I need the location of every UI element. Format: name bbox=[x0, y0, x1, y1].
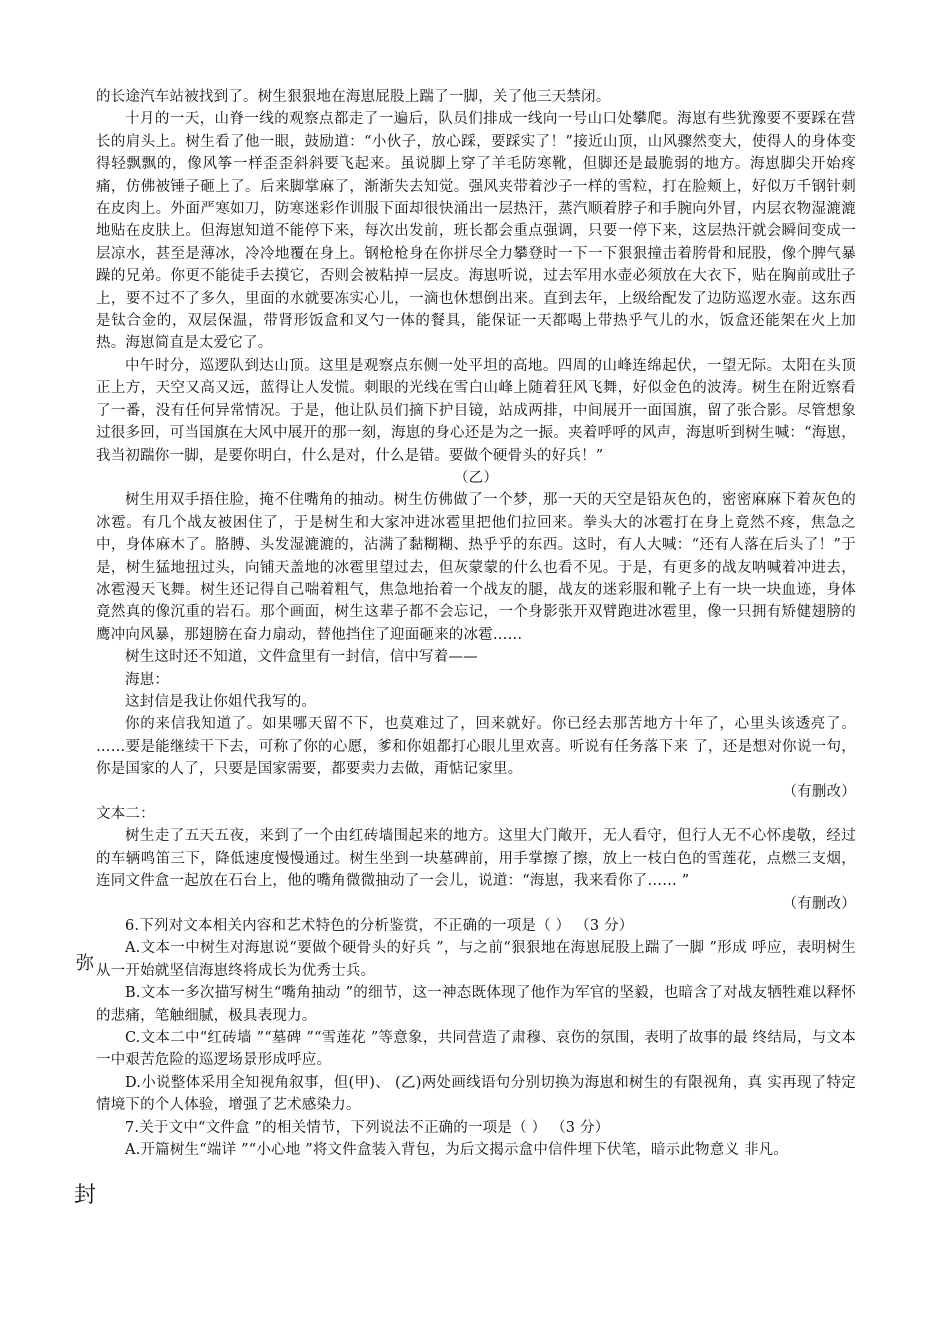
margin-character: 弥 bbox=[76, 953, 94, 974]
letter-salutation: 海崽： bbox=[125, 671, 170, 688]
document-body bbox=[96, 86, 856, 1162]
paragraph-yi-dream: 树生用双手捂住脸，掩不住嘴角的抽动。树生仿佛做了一个梦，那一天的天空是铅灰色的，密密麻麻下着灰色的冰雹。有几个战友被困住了，于是树生和大家冲进冰雹里把他们拉回来。拳头大的冰雹打在身上竟然不疼，焦急之中，身体麻木了。胳膊、头发湿漉漉的，沾满了黏糊糊、热乎乎的东西。这时，有人大喊：“还有人落在后头了！”于是，树生猛地扭过头，向铺天盖地的冰雹里望过去，但灰蒙蒙的什么也看不见。于是，有更多的战友呐喊着冲进去，冰雹漫天飞舞。树生还记得自己喘着粗气，焦急地抬着一个战友的腿，战友的迷彩服和靴子上有一块一块血迹，身体竟然真的像沉重的岩石。那个画面，树生这辈子都不会忘记，一个身影张开双臂跑进冰雹里，像一只拥有矫健翅膀的鹰冲向风暴，那翅膀在奋力扇动，替他挡住了迎面砸来的冰雹…… bbox=[96, 492, 856, 643]
paragraph-noon: 中午时分，巡逻队到达山顶。这里是观察点东侧一处平坦的高地。四周的山峰连绵起伏，一望无际。太阳在头顶正上方，天空又高又远，蓝得让人发慌。刺眼的光线在雪白山峰上随着狂风飞舞，好似金色的波涛。树生在附近察看了一番，没有任何异常情况。于是，他让队员们摘下护目镜，站成两排，中间展开一面国旗，留了张合影。尽管想象过很多回，可当国旗在大风中展开的那一刻，海崽的身心还是为之一振。夹着呼呼的风声，海崽听到树生喊：“海崽，我当初踹你一脚，是要你明白，什么是对，什么是错。要做个硬骨头的好兵！” bbox=[96, 357, 856, 464]
section-heading-yi: （乙） bbox=[453, 469, 499, 486]
question-7: 7.关于文中“文件盒 ”的相关情节，下列说法不正确的一项是（ ） （3 分） bbox=[125, 1119, 610, 1136]
revision-note-2: （有删改） bbox=[782, 895, 856, 912]
paragraph-october: 十月的一天，山脊一线的观察点都走了一遍后，队员们排成一线向一号山口处攀爬。海崽有些犹豫要不要踩在营长的肩头上。树生看了他一眼，鼓励道：“小伙子，放心踩，要踩实了！”接近山顶，山风骤然变大，使得人的身体变得轻飘飘的，像风筝一样歪歪斜斜要飞起来。虽说脚上穿了羊毛防寒靴，但脚还是最脆弱的地方。海崽脚尖开始疼痛，仿佛被锤子砸上了。后来脚掌麻了，渐渐失去知觉。强风夹带着沙子一样的雪粒，打在脸颊上，好似万千钢针刺在皮肉上。外面严寒如刀，防寒迷彩作训服下面却很快涌出一层热汗，蒸汽顺着脖子和手腕向外冒，内层衣物湿漉漉地贴在皮肤上。但海崽知道不能停下来，每次出发前，班长都会重点强调，只要一停下来，这层热汗就会瞬间变成一层凉水，甚至是薄冰，冷冷地覆在身上。钢枪枪身在你拼尽全力攀登时一下一下狠狠撞击着胯骨和屁股，像个脾气暴躁的兄弟。你更不能徒手去摸它，否则会被粘掉一层皮。海崽听说，过去军用水壶必须放在大衣下，贴在胸前或肚子上，要不过不了多久，里面的水就要冻实心儿，一滴也休想倒出来。直到去年，上级给配发了边防巡逻水壶。这东西是钛合金的，双层保温，带肾形饭盒和叉勺一体的餐具，能保证一天都喝上带热乎气儿的水，饭盒还能架在火上加热。海崽简直是太爱它了。 bbox=[96, 111, 856, 352]
revision-note-1: （有删改） bbox=[782, 783, 856, 800]
question-7-option-a: A.开篇树生“端详 ”“小心地 ”将文件盒装入背包，为后文揭示盒中信件埋下伏笔，暗示此物意义 非凡。 bbox=[125, 1142, 789, 1159]
question-6-option-b: B.文本一多次描写树生“嘴角抽动 ”的细节，这一神态既体现了他作为军官的坚毅，也暗含了对战友牺牲难以释怀的悲痛，笔触细腻，极具表现力。 bbox=[96, 985, 856, 1024]
letter-line-1: 这封信是我让你姐代我写的。 bbox=[125, 693, 317, 710]
paragraph-text2: 树生走了五天五夜，来到了一个由红砖墙围起来的地方。这里大门敞开，无人看守，但行人无不心怀虔敬，经过的车辆鸣笛三下，降低速度慢慢通过。树生坐到一块墓碑前，用手掌擦了擦，放上一枝白色的雪莲花，点燃三支烟，连同文件盒一起放在石台上，他的嘴角微微抽动了一会儿，说道：“海崽，我来看你了…… ” bbox=[96, 828, 856, 890]
binding-line-seal-character: 封 bbox=[74, 1183, 97, 1208]
letter-line-2: 你的来信我知道了。如果哪天留不下，也莫难过了，回来就好。你已经去那苦地方十年了，心里头该透亮了。 ……要是能继续干下去，可称了你的心愿，爹和你姐都打心眼儿里欢喜。听说有任务落下来 了，还是想对你说一句，你是国家的人了，只要是国家需要，都要卖力去做，甭惦记家里。 bbox=[96, 716, 856, 778]
question-6-option-d: D.小说整体采用全知视角叙事，但(甲)、 (乙)两处画线语句分别切换为海崽和树生的有限视角，真 实再现了特定情境下的个人体验，增强了艺术感染力。 bbox=[96, 1074, 856, 1114]
paragraph-letter-intro: 树生这时还不知道，文件盒里有一封信，信中写着—— bbox=[125, 649, 478, 666]
question-6: 6.下列对文本相关内容和艺术特色的分析鉴赏，不正确的一项是（ ） （3 分） bbox=[125, 918, 634, 935]
question-6-option-a: A.文本一中树生对海崽说“要做个硬骨头的好兵 ”，与之前“狠狠地在海崽屁股上踹了一脚 ”形成 呼应，表明树生从一开始就坚信海崽终将成长为优秀士兵。 bbox=[96, 940, 856, 979]
question-6-option-c: C.文本二中“红砖墙 ”“墓碑 ”“雪莲花 ”等意象，共同营造了肃穆、哀伤的氛围，表明了故事的最 终结局，与文本一中艰苦危险的巡逻场景形成呼应。 bbox=[96, 1030, 856, 1069]
text2-label: 文本二： bbox=[96, 806, 155, 822]
text1-continued-paragraph: 的长途汽车站被找到了。树生狠狠地在海崽屁股上踹了一脚，关了他三天禁闭。 bbox=[96, 89, 611, 105]
